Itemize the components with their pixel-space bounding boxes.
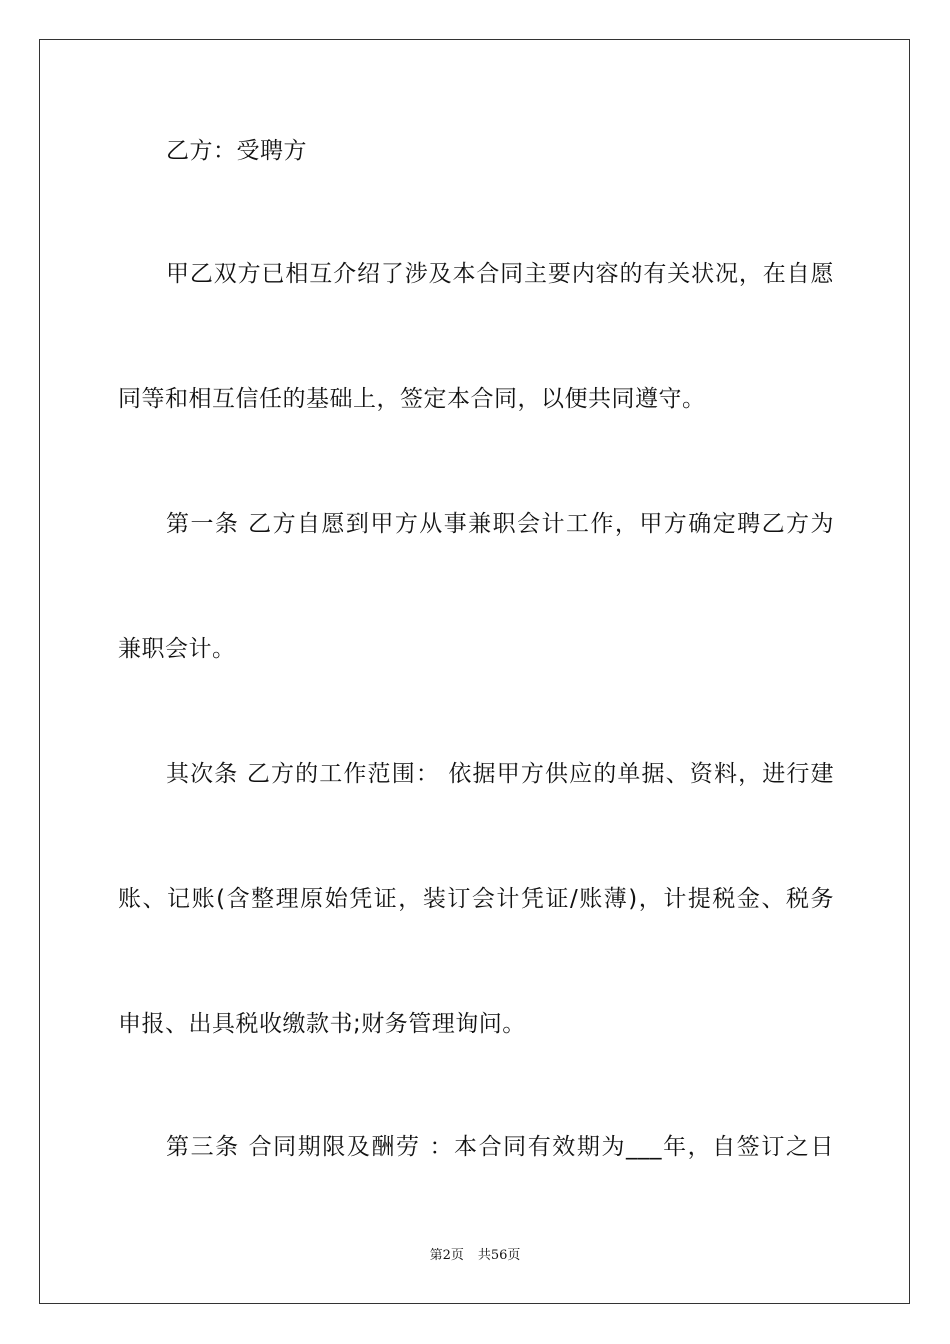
paragraph-intro-line-2: 同等和相互信任的基础上，签定本合同，以便共同遵守。	[118, 386, 706, 412]
article-1-line-1: 第一条 乙方自愿到甲方从事兼职会计工作，甲方确定聘乙方为	[166, 511, 834, 537]
article-2-line-1: 其次条 乙方的工作范围： 依据甲方供应的单据、资料，进行建	[166, 761, 834, 787]
article-3-line-1: 第三条 合同期限及酬劳 ：本合同有效期为___年，自签订之日	[166, 1134, 834, 1160]
paragraph-intro-line-1: 甲乙双方已相互介绍了涉及本合同主要内容的有关状况，在自愿	[166, 261, 834, 287]
page-footer	[0, 1247, 950, 1265]
page-total: 共56页	[477, 1248, 521, 1263]
party-b-line: 乙方：受聘方	[166, 138, 307, 164]
article-1-line-2: 兼职会计。	[118, 636, 236, 662]
article-2-line-2: 账、记账(含整理原始凭证，装订会计凭证/账薄)，计提税金、税务	[118, 886, 834, 912]
page-number: 第2页	[429, 1248, 464, 1263]
page-border	[39, 39, 910, 1304]
article-2-line-3: 申报、出具税收缴款书;财务管理询问。	[118, 1011, 526, 1037]
